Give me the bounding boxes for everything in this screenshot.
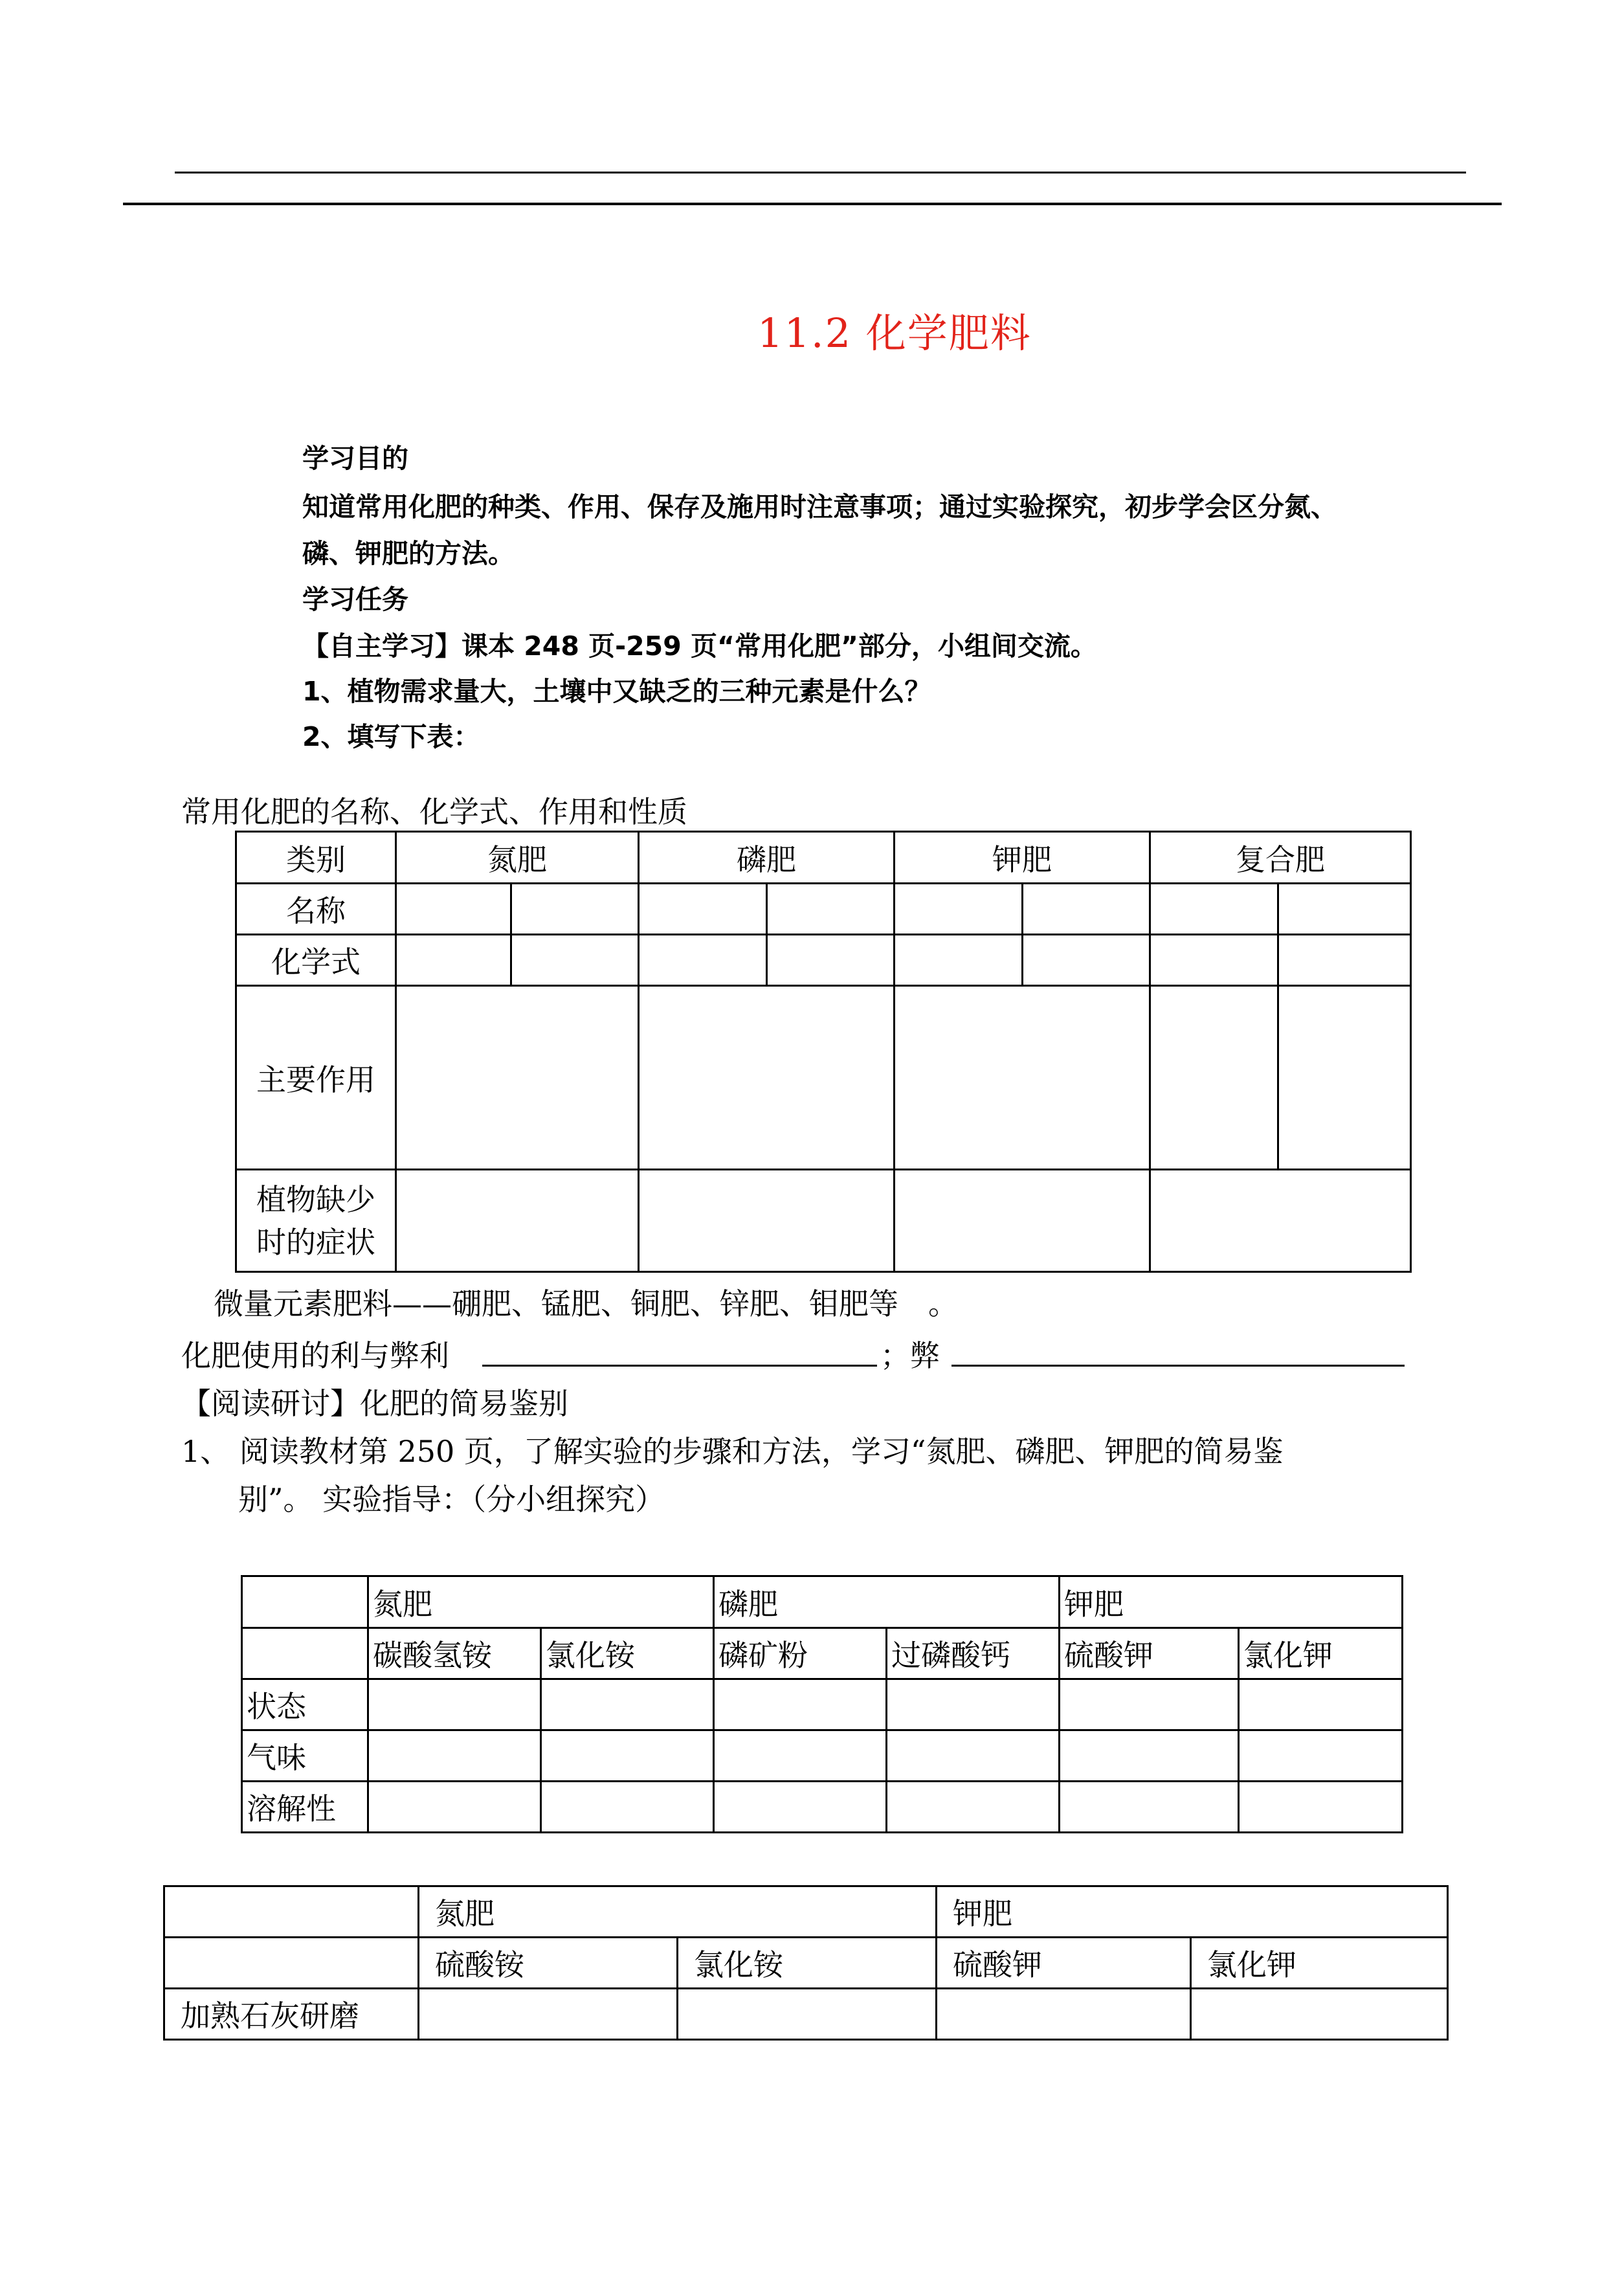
table-cell[interactable]	[1239, 1730, 1403, 1782]
micro-elements-line: 微量元素肥料——硼肥、锰肥、铜肥、锌肥、钼肥等 。	[214, 1286, 958, 1321]
header-compound: 复合肥	[1150, 832, 1411, 884]
table-cell[interactable]	[511, 935, 639, 986]
item-ammonium-sulfate: 硫酸铵	[419, 1938, 678, 1989]
reading-heading: 【阅读研讨】化肥的简易鉴别	[181, 1386, 568, 1421]
pros-blank[interactable]	[482, 1365, 877, 1367]
row-label-name: 名称	[236, 884, 396, 935]
table-cell[interactable]	[1150, 1170, 1411, 1272]
item-potassium-sulfate: 硫酸钾	[937, 1938, 1191, 1989]
header-rule-bottom	[123, 203, 1502, 205]
table-cell[interactable]	[419, 1989, 678, 2040]
table-cell[interactable]	[1239, 1679, 1403, 1730]
self-study-line: 【自主学习】课本 248 页-259 页“常用化肥”部分，小组间交流。	[302, 631, 1097, 662]
reading-item-1-line-2: 别”。 实验指导：（分小组探究）	[238, 1482, 665, 1517]
table-cell[interactable]	[1150, 884, 1278, 935]
page-title: 11.2 化学肥料	[757, 309, 1032, 357]
table-cell[interactable]	[895, 884, 1023, 935]
group-nitrogen: 氮肥	[419, 1886, 937, 1938]
row-label-symptoms	[236, 1170, 396, 1272]
header-nitrogen: 氮肥	[396, 832, 639, 884]
header-phosphorus: 磷肥	[639, 832, 895, 884]
goal-heading: 学习目的	[302, 443, 408, 474]
table-cell[interactable]	[1278, 935, 1411, 986]
row-label-formula: 化学式	[236, 935, 396, 986]
symptom-line-2: 时的症状	[256, 1224, 375, 1260]
table-cell[interactable]	[396, 986, 639, 1170]
goal-line-1: 知道常用化肥的种类、作用、保存及施用时注意事项；通过实验探究，初步学会区分氮、	[302, 491, 1337, 522]
item-ammonium-chloride: 氯化铵	[541, 1628, 714, 1679]
header-rule-top	[175, 172, 1466, 173]
row-label-function: 主要作用	[236, 986, 396, 1170]
table-cell[interactable]	[639, 884, 767, 935]
table-cell[interactable]	[767, 935, 895, 986]
table-cell[interactable]	[396, 935, 511, 986]
table-cell[interactable]	[767, 884, 895, 935]
table-cell[interactable]	[1060, 1782, 1239, 1833]
goal-line-2: 磷、钾肥的方法。	[302, 538, 515, 569]
question-2: 2、填写下表：	[302, 721, 480, 752]
row-label-lime-grinding: 加熟石灰研磨	[164, 1989, 419, 2040]
table-cell[interactable]	[678, 1989, 937, 2040]
lime-grinding-table	[163, 1885, 1449, 2041]
item-potassium-chloride: 氯化钾	[1239, 1628, 1403, 1679]
table-cell[interactable]	[1150, 986, 1278, 1170]
table-cell[interactable]	[895, 986, 1150, 1170]
fertilizer-table	[235, 831, 1412, 1273]
table1-caption: 常用化肥的名称、化学式、作用和性质	[181, 794, 687, 829]
reading-item-1-line-1: 1、 阅读教材第 250 页，了解实验的步骤和方法，学习“氮肥、磷肥、钾肥的简易鉴	[181, 1434, 1284, 1469]
cons-blank[interactable]	[951, 1365, 1405, 1367]
header-potassium: 钾肥	[895, 832, 1150, 884]
item-potassium-sulfate: 硫酸钾	[1060, 1628, 1239, 1679]
cons-label: ；弊	[880, 1338, 940, 1373]
item-superphosphate: 过磷酸钙	[887, 1628, 1060, 1679]
table-cell[interactable]	[368, 1730, 541, 1782]
table-cell[interactable]	[895, 935, 1023, 986]
table-cell[interactable]	[1150, 935, 1278, 986]
table-cell[interactable]	[541, 1730, 714, 1782]
table-cell	[242, 1576, 368, 1628]
identification-table	[241, 1575, 1403, 1833]
group-phosphorus: 磷肥	[714, 1576, 1060, 1628]
table-cell	[164, 1886, 419, 1938]
table-cell[interactable]	[1278, 986, 1411, 1170]
row-label-odor: 气味	[242, 1730, 368, 1782]
group-potassium: 钾肥	[937, 1886, 1448, 1938]
table-cell[interactable]	[895, 1170, 1150, 1272]
item-ammonium-bicarbonate: 碳酸氢铵	[368, 1628, 541, 1679]
table-cell[interactable]	[937, 1989, 1191, 2040]
table-cell[interactable]	[541, 1782, 714, 1833]
table-cell[interactable]	[511, 884, 639, 935]
table-cell[interactable]	[714, 1782, 887, 1833]
table-cell[interactable]	[639, 1170, 895, 1272]
table-cell[interactable]	[368, 1679, 541, 1730]
question-1: 1、植物需求量大，土壤中又缺乏的三种元素是什么？	[302, 676, 931, 707]
item-ammonium-chloride: 氯化铵	[678, 1938, 937, 1989]
item-potassium-chloride: 氯化钾	[1191, 1938, 1448, 1989]
table-cell[interactable]	[396, 884, 511, 935]
symptom-line-1: 植物缺少	[256, 1181, 375, 1217]
table-cell[interactable]	[1191, 1989, 1448, 2040]
table-cell	[242, 1628, 368, 1679]
table-cell[interactable]	[714, 1730, 887, 1782]
header-category: 类别	[236, 832, 396, 884]
table-cell[interactable]	[887, 1782, 1060, 1833]
table-cell[interactable]	[1060, 1730, 1239, 1782]
pros-cons-label: 化肥使用的利与弊利	[181, 1338, 449, 1373]
table-cell[interactable]	[1023, 935, 1150, 986]
item-phosphate-rock: 磷矿粉	[714, 1628, 887, 1679]
row-label-state: 状态	[242, 1679, 368, 1730]
table-cell[interactable]	[368, 1782, 541, 1833]
row-label-solubility: 溶解性	[242, 1782, 368, 1833]
table-cell[interactable]	[541, 1679, 714, 1730]
table-cell[interactable]	[639, 935, 767, 986]
table-cell[interactable]	[639, 986, 895, 1170]
table-cell[interactable]	[1239, 1782, 1403, 1833]
table-cell[interactable]	[396, 1170, 639, 1272]
table-cell[interactable]	[1278, 884, 1411, 935]
group-nitrogen: 氮肥	[368, 1576, 714, 1628]
task-heading: 学习任务	[302, 584, 408, 615]
table-cell[interactable]	[1023, 884, 1150, 935]
table-cell	[164, 1938, 419, 1989]
table-cell[interactable]	[887, 1679, 1060, 1730]
table-cell[interactable]	[887, 1730, 1060, 1782]
table-cell[interactable]	[714, 1679, 887, 1730]
group-potassium: 钾肥	[1060, 1576, 1403, 1628]
table-cell[interactable]	[1060, 1679, 1239, 1730]
